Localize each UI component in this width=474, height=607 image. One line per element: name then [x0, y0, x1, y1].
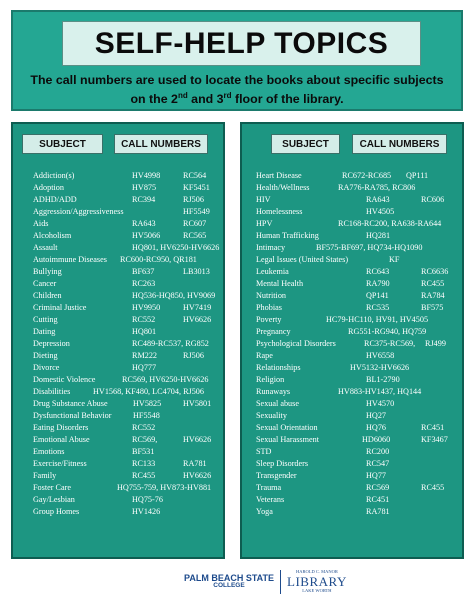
- subject-cell: Relationships: [256, 363, 301, 372]
- call-number-cell: QP111: [406, 171, 429, 180]
- call-numbers-header: CALL NUMBERS: [352, 134, 447, 154]
- subject-cell: Sexual abuse: [256, 399, 299, 408]
- subject-cell: Aggression/Aggressiveness: [33, 207, 124, 216]
- call-number-cell: HQ755-759, HV873-HV881: [117, 483, 212, 492]
- call-number-cell: HV1426: [132, 507, 161, 516]
- subject-cell: Emotional Abuse: [33, 435, 90, 444]
- subject-cell: Sexual Harassment: [256, 435, 319, 444]
- call-number-cell: HQ801, HV6250-HV6626: [132, 243, 220, 252]
- footer-logos: [184, 569, 347, 594]
- subject-cell: Psychological Disorders: [256, 339, 336, 348]
- subject-cell: Trauma: [256, 483, 282, 492]
- call-number-cell: HV5066: [132, 231, 161, 240]
- call-number-cell: BF575: [421, 303, 444, 312]
- call-number-cell: RC6636: [421, 267, 449, 276]
- call-number-cell: HQ801: [132, 327, 157, 336]
- subject-cell: Sleep Disorders: [256, 459, 309, 468]
- call-number-cell: HQ77: [366, 471, 387, 480]
- subject-header: SUBJECT: [22, 134, 103, 154]
- subject-cell: Autoimmune Diseases: [33, 255, 107, 264]
- call-number-cell: HV7419: [183, 303, 212, 312]
- call-number-cell: RC455: [421, 279, 445, 288]
- call-number-cell: HD6060: [362, 435, 391, 444]
- subject-cell: Runaways: [256, 387, 291, 396]
- call-numbers-header: CALL NUMBERS: [114, 134, 208, 154]
- call-number-cell: RA643: [366, 195, 390, 204]
- subject-cell: Addiction(s): [33, 171, 75, 180]
- call-number-cell: RJ506: [183, 351, 204, 360]
- call-number-cell: RC535: [366, 303, 390, 312]
- call-number-cell: HV5825: [133, 399, 162, 408]
- subject-cell: Group Homes: [33, 507, 80, 516]
- call-number-cell: RJ499: [425, 339, 446, 348]
- call-number-cell: RC455: [421, 483, 445, 492]
- call-number-cell: RG551-RG940, HQ759: [348, 327, 427, 336]
- call-number-cell: BF531: [132, 447, 155, 456]
- college-logo: [184, 574, 274, 590]
- subtitle: [19, 72, 455, 107]
- call-number-cell: RC600-RC950, QR181: [120, 255, 197, 264]
- call-number-cell: HC79-HC110, HV91, HV4505: [326, 315, 429, 324]
- call-number-cell: RC455: [132, 471, 156, 480]
- call-number-cell: HV6558: [366, 351, 395, 360]
- subject-cell: Intimacy: [256, 243, 286, 252]
- call-number-cell: RC643: [366, 267, 390, 276]
- call-number-cell: HV5132-HV6626: [350, 363, 410, 372]
- call-number-cell: KF3467: [421, 435, 448, 444]
- call-number-cell: RC564: [183, 171, 207, 180]
- call-number-cell: HV875: [132, 183, 157, 192]
- library-location: LAKE WORTH: [302, 588, 332, 593]
- call-number-cell: HV6626: [183, 471, 212, 480]
- subject-cell: Aids: [33, 219, 49, 228]
- call-number-cell: RC569, HV6250-HV6626: [122, 375, 209, 384]
- subject-cell: Adoption: [33, 183, 64, 192]
- call-number-cell: HQ75-76: [132, 495, 163, 504]
- call-number-cell: HQ27: [366, 411, 387, 420]
- subject-cell: Sexuality: [256, 411, 287, 420]
- subtitle-line1: The call numbers are used to locate the books about specific subjects: [30, 73, 444, 87]
- call-number-cell: RJ506: [183, 195, 204, 204]
- call-number-cell: RC569: [366, 483, 390, 492]
- subject-cell: Legal Issues (United States): [256, 255, 349, 264]
- subject-cell: Nutrition: [256, 291, 287, 300]
- subject-cell: Heart Disease: [256, 171, 302, 180]
- call-number-cell: RC375-RC569,: [364, 339, 416, 348]
- subject-cell: HIV: [256, 195, 271, 204]
- call-number-cell: LB3013: [183, 267, 210, 276]
- call-number-cell: RC569,: [132, 435, 158, 444]
- call-number-cell: RC672-RC685: [342, 171, 392, 180]
- call-number-cell: HV4570: [366, 399, 395, 408]
- subject-cell: Cutting: [33, 315, 58, 324]
- call-number-cell: HQ536-HQ850, HV9069: [132, 291, 216, 300]
- call-number-cell: HV4998: [132, 171, 161, 180]
- subject-cell: Disabilities: [33, 387, 71, 396]
- call-number-cell: RA643: [132, 219, 156, 228]
- subject-cell: Cancer: [33, 279, 57, 288]
- call-number-cell: BF575-BF697, HQ734-HQ1090: [316, 243, 423, 252]
- subject-cell: STD: [256, 447, 272, 456]
- call-number-cell: RC606: [421, 195, 445, 204]
- subject-cell: Dysfunctional Behavior: [33, 411, 112, 420]
- subject-cell: Mental Health: [256, 279, 304, 288]
- subject-cell: Human Trafficking: [256, 231, 319, 240]
- subject-cell: Eating Disorders: [33, 423, 89, 432]
- call-number-cell: RC552: [132, 423, 156, 432]
- subject-cell: Sexual Orientation: [256, 423, 318, 432]
- header-banner: [11, 10, 463, 111]
- college-word: COLLEGE: [213, 581, 245, 589]
- subject-cell: Rape: [256, 351, 273, 360]
- left-panel: [11, 122, 225, 559]
- logo-divider: [280, 570, 281, 594]
- call-number-cell: HQ777: [132, 363, 157, 372]
- subject-cell: Depression: [33, 339, 70, 348]
- call-number-cell: RC263: [132, 279, 156, 288]
- subject-cell: Transgender: [256, 471, 297, 480]
- call-number-cell: QP141: [366, 291, 389, 300]
- subject-cell: Drug Substance Abuse: [33, 399, 108, 408]
- subject-cell: ADHD/ADD: [33, 195, 77, 204]
- call-number-cell: KF5451: [183, 183, 210, 192]
- subtitle-part-b: and 3: [187, 92, 224, 107]
- subject-cell: Emotions: [33, 447, 65, 456]
- call-number-cell: HV6626: [183, 315, 212, 324]
- subject-cell: Family: [33, 471, 57, 480]
- subject-cell: Alcoholism: [33, 231, 72, 240]
- subject-cell: Dieting: [33, 351, 58, 360]
- college-name: PALM BEACH STATE: [184, 572, 274, 583]
- superscript-rd: rd: [223, 91, 232, 100]
- subject-cell: Criminal Justice: [33, 303, 87, 312]
- page-title: SELF-HELP TOPICS: [94, 26, 389, 60]
- call-number-cell: HV4505: [366, 207, 395, 216]
- call-number-cell: RC607: [183, 219, 207, 228]
- subject-cell: Children: [33, 291, 62, 300]
- call-number-cell: HV1568, KF480, LC4704, RJ506: [93, 387, 204, 396]
- subject-cell: HPV: [256, 219, 273, 228]
- call-number-cell: HV5801: [183, 399, 212, 408]
- call-number-cell: RC451: [421, 423, 445, 432]
- call-number-cell: RA776-RA785, RC806: [338, 183, 416, 192]
- call-number-cell: HF5548: [133, 411, 160, 420]
- subject-cell: Phobias: [256, 303, 282, 312]
- call-number-cell: RA781: [183, 459, 207, 468]
- call-number-cell: BF637: [132, 267, 155, 276]
- call-number-cell: HF5549: [183, 207, 210, 216]
- call-number-cell: RC489-RC537, RG852: [132, 339, 209, 348]
- call-number-cell: KF: [389, 255, 400, 264]
- library-small-text: HAROLD C. MANOR: [295, 569, 338, 574]
- subject-cell: Yoga: [256, 507, 273, 516]
- subject-cell: Veterans: [256, 495, 285, 504]
- subject-cell: Leukemia: [256, 267, 289, 276]
- subject-cell: Pregnancy: [256, 327, 291, 336]
- subject-cell: Domestic Violence: [33, 375, 96, 384]
- call-number-cell: HQ76: [366, 423, 387, 432]
- subject-cell: Gay/Lesbian: [33, 495, 75, 504]
- call-number-cell: HV9950: [132, 303, 161, 312]
- superscript-nd: nd: [177, 91, 188, 100]
- call-number-cell: BL1-2790: [366, 375, 400, 384]
- call-number-cell: RC168-RC200, RA638-RA644: [338, 219, 442, 228]
- subject-cell: Health/Wellness: [256, 183, 310, 192]
- call-number-cell: RC394: [132, 195, 156, 204]
- call-number-cell: RC451: [366, 495, 390, 504]
- subtitle-part-c: floor of the library.: [231, 92, 344, 107]
- call-number-cell: RM222: [132, 351, 158, 360]
- call-number-cell: RC133: [132, 459, 156, 468]
- call-number-cell: RA781: [366, 507, 390, 516]
- subject-cell: Homelessness: [256, 207, 303, 216]
- subject-cell: Foster Care: [33, 483, 71, 492]
- library-logo: [287, 569, 347, 594]
- call-number-cell: RC552: [132, 315, 156, 324]
- subtitle-part-a: on the 2: [130, 92, 178, 107]
- call-number-cell: RC200: [366, 447, 390, 456]
- subject-cell: Poverty: [256, 315, 282, 324]
- subtitle-line2: [19, 88, 455, 107]
- title-box: [62, 21, 421, 66]
- call-number-cell: HQ281: [366, 231, 391, 240]
- call-number-cell: HV6626: [183, 435, 212, 444]
- subject-cell: Divorce: [33, 363, 60, 372]
- subject-cell: Bullying: [33, 267, 62, 276]
- subject-cell: Assault: [33, 243, 58, 252]
- call-number-cell: RA784: [421, 291, 445, 300]
- subject-cell: Religion: [256, 375, 285, 384]
- subject-cell: Dating: [33, 327, 56, 336]
- library-name: LIBRARY: [287, 574, 347, 589]
- call-number-cell: HV883-HV1437, HQ144: [338, 387, 422, 396]
- call-number-cell: RC547: [366, 459, 390, 468]
- call-number-cell: RC565: [183, 231, 207, 240]
- subject-cell: Exercise/Fitness: [33, 459, 87, 468]
- right-panel: [240, 122, 464, 559]
- call-number-cell: RA790: [366, 279, 390, 288]
- subject-header: SUBJECT: [271, 134, 340, 154]
